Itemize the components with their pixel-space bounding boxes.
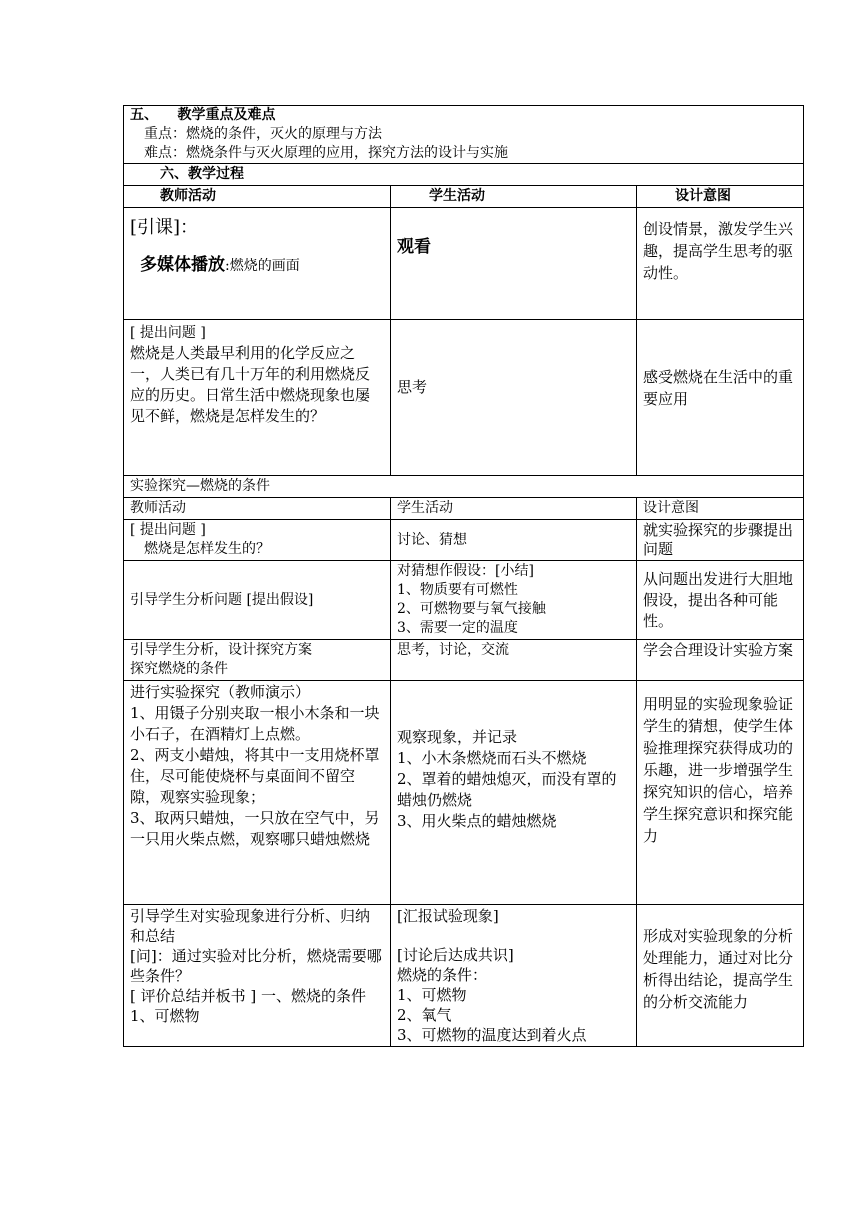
- e1-student: 讨论、猜想: [391, 520, 637, 561]
- intro-student: 观看: [397, 237, 431, 257]
- media-label: 多媒体播放: [140, 255, 225, 275]
- e4-student-line: 2、罩着的蜡烛熄灭，而没有罩的蜡烛仍燃烧: [397, 770, 617, 809]
- exp-row-3: [124, 640, 804, 681]
- e2-teacher: 引导学生分析问题 [提出假设]: [124, 561, 391, 640]
- e4-teacher-line: 3、取两只蜡烛，一只放在空气中，另一只用火柴点燃，观察哪只蜡烛燃烧: [130, 809, 380, 848]
- e5-student-line: 2、氧气: [397, 1006, 452, 1024]
- e5-student-line: 3、可燃物的温度达到着火点: [397, 1026, 587, 1044]
- experiment-title: 实验探究—燃烧的条件: [124, 476, 804, 498]
- header-design: 设计意图: [637, 186, 804, 208]
- e1-design: 就实验探究的步骤提出问题: [637, 520, 804, 561]
- header-row: [124, 186, 804, 208]
- exp-row-4: [124, 681, 804, 905]
- exp-row-1: [124, 520, 804, 561]
- e4-design: 用明显的实验现象验证学生的猜想，使学生体验推理探究获得成功的乐趣，进一步增强学生探究知识的信心，培养学生探究意识和探究能力: [637, 681, 804, 905]
- header-teacher: 教师活动: [124, 186, 391, 208]
- section6-row: [124, 164, 804, 186]
- e4-student-line: 3、用火柴点的蜡烛燃烧: [397, 812, 557, 830]
- exp-row-2: [124, 561, 804, 640]
- e4-teacher-line: 2、两支小蜡烛，将其中一支用烧杯罩住，尽可能使烧杯与桌面间不留空隙，观察实验现象；: [130, 746, 380, 806]
- e2-student-line: 对猜想作假设：[小结]: [397, 563, 534, 579]
- e4-student-line: 观察现象，并记录: [397, 728, 518, 746]
- e5-teacher-line: 1、可燃物: [130, 1007, 200, 1025]
- difficulty-text: 难点：燃烧条件与灭火原理的应用，探究方法的设计与实施: [144, 145, 508, 161]
- question-design: 感受燃烧在生活中的重要应用: [637, 320, 804, 476]
- e5-design: 形成对实验现象的分析处理能力，通过对比分析得出结论，提高学生的分析交流能力: [637, 905, 804, 1047]
- e2-design: 从问题出发进行大胆地假设，提出各种可能性。: [637, 561, 804, 640]
- focus-text: 重点：燃烧的条件，灭火的原理与方法: [144, 126, 382, 142]
- e3-teacher-line: 探究燃烧的条件: [130, 661, 228, 677]
- e2-student-line: 3、需要一定的温度: [397, 620, 518, 636]
- e5-teacher-line: [问]：通过实验对比分析，燃烧需要哪些条件？: [130, 947, 382, 985]
- intro-row: [124, 208, 804, 320]
- question-tag: [ 提出问题 ]: [130, 325, 206, 341]
- lesson-table: [123, 105, 804, 1047]
- e3-design: 学会合理设计实验方案: [637, 640, 804, 681]
- header-student: 学生活动: [391, 186, 637, 208]
- e2-student-line: 1、物质要有可燃性: [397, 582, 518, 598]
- e2-student-line: 2、可燃物要与氧气接触: [397, 601, 546, 617]
- section6-title: 六、教学过程: [124, 164, 804, 186]
- e1-tag: [ 提出问题 ]: [130, 522, 206, 538]
- e1-text: 燃烧是怎样发生的？: [144, 541, 270, 557]
- header2-teacher: 教师活动: [124, 498, 391, 520]
- media-text: :燃烧的画面: [225, 258, 300, 274]
- question-row: [124, 320, 804, 476]
- e4-student-line: 1、小木条燃烧而石头不燃烧: [397, 749, 587, 767]
- header2-student: 学生活动: [391, 498, 637, 520]
- e4-teacher-line: 进行实验探究（教师演示）: [130, 683, 311, 701]
- e5-teacher-line: 引导学生对实验现象进行分析、归纳和总结: [130, 907, 371, 945]
- e5-student-line: 燃烧的条件：: [397, 966, 488, 984]
- e5-student-line: [汇报试验现象]: [397, 907, 499, 925]
- question-text: 燃烧是人类最早利用的化学反应之一，人类已有几十万年的利用燃烧反应的历史。日常生活中燃烧现象也屡见不鲜，燃烧是怎样发生的？: [130, 344, 371, 425]
- lesson-plan-page: [123, 105, 803, 1047]
- intro-tag: [引课]：: [130, 217, 199, 238]
- e5-teacher-line: [ 评价总结并板书 ] 一、燃烧的条件: [130, 987, 367, 1005]
- e5-student-line: 1、可燃物: [397, 986, 467, 1004]
- section5-title: 五、 教学重点及难点: [130, 107, 276, 123]
- experiment-title-row: [124, 476, 804, 498]
- question-student: 思考: [391, 320, 637, 476]
- section5-row: [124, 106, 804, 164]
- e3-teacher-line: 引导学生分析，设计探究方案: [130, 642, 312, 658]
- e3-student: 思考，讨论，交流: [391, 640, 637, 681]
- exp-row-5: [124, 905, 804, 1047]
- e4-teacher-line: 1、用镊子分别夹取一根小木条和一块小石子，在酒精灯上点燃。: [130, 704, 380, 743]
- e5-student-line: [讨论后达成共识]: [397, 946, 514, 964]
- header2-design: 设计意图: [637, 498, 804, 520]
- intro-design: 创设情景，激发学生兴趣，提高学生思考的驱动性。: [637, 208, 804, 320]
- header-row-2: [124, 498, 804, 520]
